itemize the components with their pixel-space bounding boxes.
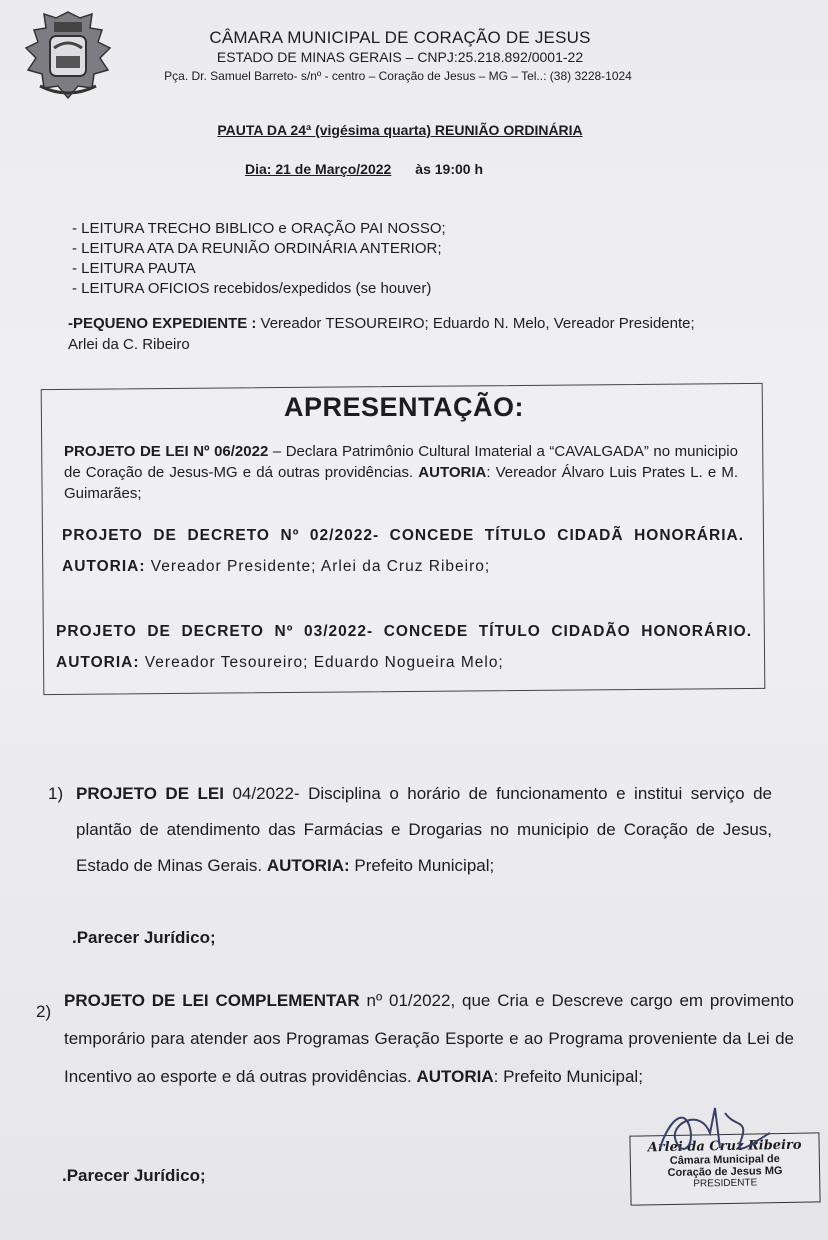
stamp-line-1: Câmara Municipal de [669,1153,780,1167]
apresentacao-heading: APRESENTAÇÃO: [283,392,524,422]
author-label: AUTORIA [416,1067,494,1086]
pequeno-expediente [68,313,708,355]
item-number: 2) [36,1002,52,1021]
stamp-line-2: Coração de Jesus MG [667,1164,783,1180]
author-name: : Prefeito Municipal; [493,1067,643,1086]
author-name: Vereador Presidente; Arlei da Cruz Ribeiro; [145,558,491,575]
apresentacao-item-lei [64,441,738,504]
apresentacao-item-decreto-02 [62,520,744,582]
parecer-juridico: .Parecer Jurídico; [72,928,216,947]
project-description: 04/2022- Disciplina o horário de funcionamento e institui serviço de plantão de atendimento das Farmácias e Drogarias no municipio de Coração de Jesus, Estado de Minas Gerais. [76,784,772,875]
stamp-role: PRESIDENTE [693,1177,758,1190]
pequeno-expediente-text: Vereador TESOUREIRO; Eduardo N. Melo, Vereador Presidente; Arlei da C. Ribeiro [68,315,695,353]
readings-list [72,219,446,299]
agenda-title [120,122,680,138]
reading-item: - LEITURA TRECHO BIBLICO e ORAÇÃO PAI NOSSO; [72,220,446,237]
author-name: : Vereador Álvaro Luis Prates L. e M. Guimarães; [64,464,738,502]
author-name: Prefeito Municipal; [349,856,495,875]
author-name: Vereador Tesoureiro; Eduardo Nogueira Melo; [139,654,504,671]
parecer-juridico: .Parecer Jurídico; [62,1166,206,1185]
date-line [245,161,483,177]
project-title: PROJETO DE LEI COMPLEMENTAR [64,991,360,1010]
handwritten-signature [640,1088,790,1168]
address-line: Pça. Dr. Samuel Barreto- s/nº - centro – Coração de Jesus – MG – Tel..: (38) 3228-1024 [164,69,632,83]
apresentacao-item-decreto-03 [56,616,752,678]
meeting-time: às 19:00 h [415,161,484,177]
project-description: nº 01/2022, que Cria e Descreve cargo em provimento temporário para atender aos Programas Geração Esporte e ao Programa proveniente da Lei de Incentivo ao esporte e dá outras providências. [64,991,795,1086]
reading-item: - LEITURA ATA DA REUNIÃO ORDINÁRIA ANTERIOR; [72,240,442,257]
project-description: – Declara Patrimônio Cultural Imaterial a “CAVALGADA” no municipio de Coração de Jesus-MG e dá outras providências. [64,443,738,481]
state-cnpj: ESTADO DE MINAS GERAIS – CNPJ:25.218.892/0001-22 [216,49,584,65]
reading-item: - LEITURA PAUTA [72,260,196,277]
agenda-title-text: PAUTA DA 24ª (vigésima quarta) REUNIÃO ORDINÁRIA [217,122,583,138]
project-title: PROJETO DE DECRETO Nº 03/2022- CONCEDE TÍTULO CIDADÃO HONORÁRIO. AUTORIA: [56,623,752,671]
institution-name: CÂMARA MUNICIPAL DE CORAÇÃO DE JESUS [209,28,591,47]
pequeno-expediente-label: -PEQUENO EXPEDIENTE : [68,315,257,332]
agenda-item-2 [64,982,794,1096]
stamp-name: Arlei da Cruz Ribeiro [647,1137,802,1156]
reading-item: - LEITURA OFICIOS recebidos/expedidos (se houver) [72,280,432,297]
project-title: PROJETO DE LEI Nº 06/2022 [64,443,269,460]
project-title: PROJETO DE DECRETO Nº 02/2022- CONCEDE TÍTULO CIDADÃ HONORÁRIA. AUTORIA: [62,527,744,575]
author-label: AUTORIA: [266,856,350,875]
author-label: AUTORIA [418,464,487,481]
item-number: 1) [48,784,64,803]
agenda-item-1 [76,776,772,884]
municipal-coat-of-arms [20,8,116,104]
meeting-date: Dia: 21 de Março/2022 [245,161,392,177]
project-title: PROJETO DE LEI [76,784,224,803]
